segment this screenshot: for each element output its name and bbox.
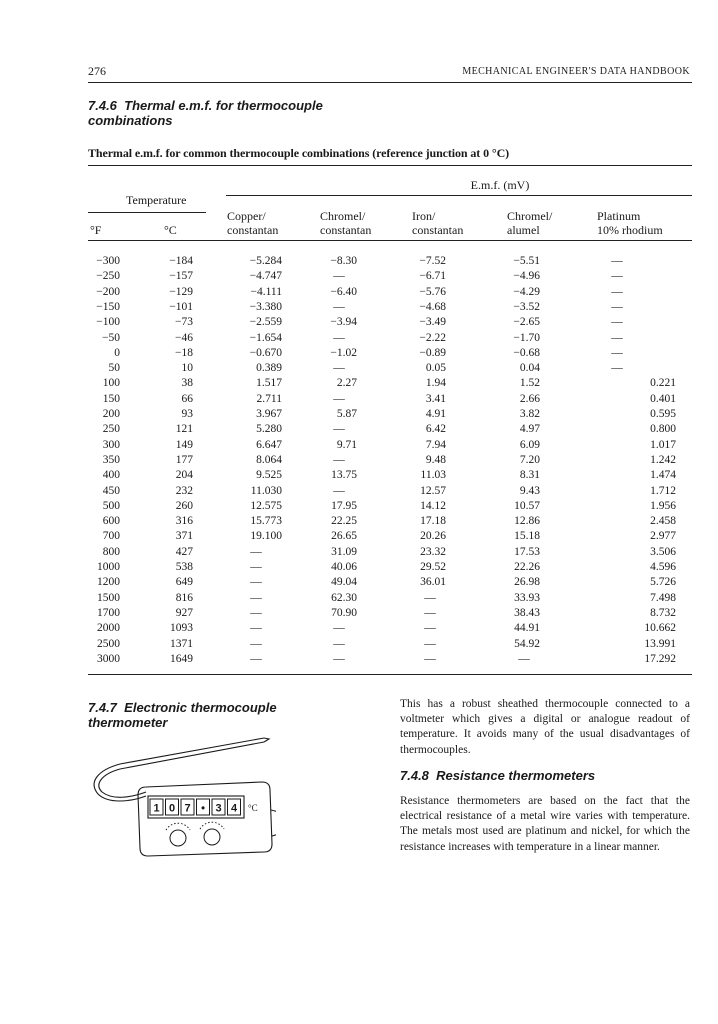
table-cell: 232 [175,484,193,497]
table-cell: −18 [175,346,193,359]
table-cell: 2.27 [336,377,357,390]
right-knob-icon [204,829,220,845]
table-cell: −1.70 [513,331,540,344]
table-cell: 1000 [97,561,120,573]
column-header-7-line2: 10% rhodium [597,223,663,237]
table-cell: 13.75 [331,469,357,482]
temperature-header: Temperature [126,193,187,207]
table-cell: 0.389 [256,362,282,375]
table-cell: −50 [102,331,120,344]
table-cell: — [250,637,262,650]
table-cell: — [333,652,345,665]
table-cell: — [333,484,345,497]
table-cell: −200 [96,285,120,298]
table-cell: −150 [96,300,120,313]
table-cell: 12.86 [514,515,540,528]
table-cell: 1371 [170,637,193,650]
table-cell: −46 [175,331,193,344]
table-cell: 7.20 [519,453,540,466]
table-cell: 4.97 [519,423,540,436]
table-cell: 927 [175,606,193,619]
table-cell: 17.53 [514,545,540,558]
column-header-2-line2: °C [164,223,177,237]
table-cell: 3.82 [519,408,540,420]
display-unit: °C [248,803,258,813]
table-cell: — [250,606,262,619]
table-cell: 13.991 [644,637,676,650]
table-cell: −0.89 [419,346,446,359]
column-header-4-line2: constantan [320,223,372,237]
table-cell: 23.32 [420,545,446,558]
table-cell: — [611,255,623,267]
section-748-paragraph: Resistance thermometers are based on the fact that the electrical resistance of a metal wire varies with temperature. The metals most used are platinum and nickel, for which the resistance increases with temperature in a linear manner. [400,795,690,853]
table-cell: 7.498 [650,591,676,604]
table-cell: 11.03 [420,469,446,482]
table-cell: — [611,300,623,313]
table-cell: 36.01 [420,576,446,589]
table-cell: −8.30 [330,255,357,267]
table-cell: −2.559 [249,316,282,329]
table-cell: 9.71 [336,438,357,451]
table-cell: −0.670 [249,346,282,359]
table-cell: 15.18 [514,530,540,543]
table-cell: −0.68 [513,346,540,359]
table-cell: −3.49 [419,316,446,329]
table-cell: −2.22 [419,331,446,344]
digital-display [150,799,241,815]
table-cell: 1.017 [650,438,676,451]
table-cell: −300 [96,255,120,267]
table-cell: 2000 [97,622,120,635]
table-cell: −4.29 [513,285,540,298]
display-digit: 3 [215,802,222,815]
table-cell: — [333,300,345,313]
table-cell: 31.09 [331,545,357,558]
control-knobs [166,822,224,846]
table-caption: Thermal e.m.f. for common thermocouple combinations (reference junction at 0 °C) [88,146,510,160]
column-header-6-line2: alumel [507,223,540,237]
column-header-5-line2: constantan [412,223,464,237]
probe-stem [120,738,264,764]
table-cell: −4.96 [513,270,540,283]
table-cell: −100 [96,316,120,329]
table-cell: — [250,576,262,589]
table-cell: 600 [102,515,120,528]
table-cell: — [250,545,262,558]
table-cell: −3.94 [330,316,357,329]
table-bottom-rule [88,674,692,675]
table-cell: 250 [102,423,120,436]
table-cell: — [424,591,436,604]
section-746-title-line2: combinations [88,113,173,128]
table-cell: 2.458 [650,515,676,528]
table-cell: — [611,362,623,375]
table-cell: −4.111 [250,285,282,298]
table-cell: 0.221 [650,377,676,390]
table-cell: 8.732 [650,606,676,619]
table-cell: −3.52 [513,300,540,313]
table-cell: 2500 [97,637,120,650]
column-header-3-line2: constantan [227,223,279,237]
table-cell: −1.02 [330,346,357,359]
table-cell: 19.100 [250,530,282,543]
column-header-5-line1: Iron/ [412,209,436,223]
table-cell: 450 [102,484,120,497]
table-cell: 9.525 [256,469,282,482]
table-cell: 371 [175,530,193,543]
table-cell: 0 [114,346,120,359]
section-748-title [400,768,595,783]
table-cell: −73 [175,316,193,329]
table-cell: 149 [175,438,193,451]
table-cell: 1.52 [519,377,540,390]
table-cell: — [424,652,436,665]
table-cell: — [333,392,345,405]
table-cell: 316 [175,515,193,528]
table-cell: 10.662 [644,622,676,635]
table-cell: 38.43 [514,606,540,619]
table-cell: — [424,637,436,650]
table-cell: 1200 [97,576,120,589]
table-cell: 8.31 [519,469,540,482]
table-cell: 38 [181,377,193,390]
table-cell: 20.26 [420,530,446,543]
table-cell: 6.09 [519,438,540,451]
table-cell: 177 [175,453,193,466]
table-cell: 300 [102,438,120,451]
table-cell: −4.68 [419,300,446,313]
table-cell: — [518,652,530,665]
table-cell: 200 [102,408,120,420]
table-cell: 1.712 [650,484,676,497]
table-cell: 33.93 [514,591,540,604]
table-cell: −5.284 [249,255,282,267]
table-cell: 6.42 [425,423,446,436]
column-header-7-line1: Platinum [597,209,641,223]
table-cell: — [333,331,345,344]
table-cell: 400 [102,469,120,482]
table-cell: 10.57 [514,499,540,512]
section-746-title [88,98,323,128]
table-cell: −5.51 [513,255,540,267]
table-cell: 0.05 [425,362,446,375]
display-digit: • [201,802,205,815]
table-cell: 44.91 [514,622,540,635]
table-cell: — [250,622,262,635]
table-cell: — [250,561,262,573]
table-cell: −6.71 [419,270,446,283]
table-cell: 350 [102,453,120,466]
table-cell: 700 [102,530,120,543]
table-cell: 1.474 [650,469,676,482]
left-knob-icon [170,830,186,846]
table-cell: 17.95 [331,499,357,512]
section-747-paragraph: This has a robust sheathed thermocouple connected to a voltmeter which gives a digital or analogue readout of temperature. It avoids many of the usual disadvantages of thermocouples. [400,698,690,756]
table-cell: 4.596 [650,561,676,573]
table-cell: 538 [175,561,193,573]
table-cell: 14.12 [420,499,446,512]
table-cell: 1093 [170,622,193,635]
thermometer-illustration [86,732,276,864]
table-cell: 3.967 [256,408,282,420]
column-header-4-line1: Chromel/ [320,209,366,223]
page-number: 276 [88,64,106,78]
section-747-title [88,700,277,730]
table-cell: −6.40 [330,285,357,298]
table-cell: 427 [175,545,193,558]
table-cell: 40.06 [331,561,357,573]
table-cell: 500 [102,499,120,512]
table-cell: 100 [102,377,120,390]
table-cell: 62.30 [331,591,357,604]
table-cell: 4.91 [425,408,446,420]
table-cell: 15.773 [250,515,282,528]
section-747-title-line2: thermometer [88,715,168,730]
table-cell: 22.25 [331,515,357,528]
column-header-6-line1: Chromel/ [507,209,553,223]
display-digit: 0 [168,802,176,815]
table-cell: 0.800 [650,423,676,436]
table-cell: 5.726 [650,576,676,589]
table-cell: 17.292 [644,652,676,665]
table-cell: −129 [169,285,193,298]
table-cell: 8.064 [256,453,282,466]
table-cell: −2.65 [513,316,540,329]
emf-header: E.m.f. (mV) [470,178,530,192]
display-digit: 1 [153,802,160,815]
table-cell: 3.41 [425,392,446,405]
table-cell: — [611,285,623,298]
table-cell: 11.030 [250,484,282,497]
table-cell: 12.57 [420,484,446,497]
table-cell: 1649 [170,652,193,665]
table-cell: 5.280 [256,423,282,436]
running-title: MECHANICAL ENGINEER'S DATA HANDBOOK [462,66,690,77]
table-cell: — [424,606,436,619]
table-cell: −157 [169,270,193,283]
table-cell: 49.04 [331,576,357,589]
table-cell: 0.401 [650,392,676,405]
table-cell: — [333,622,345,635]
table-cell: 1.517 [256,377,282,390]
table-cell: −250 [96,270,120,283]
table-cell: 800 [102,545,120,558]
table-cell: 12.575 [250,499,282,512]
table-cell: 2.66 [519,392,540,405]
table-cell: — [333,270,345,283]
table-cell: 816 [175,591,193,604]
table-cell: 0.04 [519,362,540,375]
table-cell: 3.506 [650,545,676,558]
emf-header-rule [226,195,692,196]
table-cell: 9.48 [425,453,446,466]
table-cell: 93 [181,408,193,420]
section-746-number: 7.4.6 [88,98,117,113]
table-cell: 7.94 [425,438,446,451]
section-748-number: 7.4.8 [400,768,429,783]
header-rule [88,82,692,83]
table-cell: — [424,622,436,635]
table-cell: 54.92 [514,637,540,650]
table-cell: 1700 [97,606,120,619]
column-header-1-line2: °F [90,223,102,237]
table-cell: 121 [175,423,193,436]
table-cell: 5.87 [336,408,357,420]
table-cell: 260 [175,499,193,512]
table-cell: — [250,591,262,604]
table-cell: 204 [175,469,193,482]
display-digit: 4 [230,802,238,815]
table-cell: −1.654 [249,331,282,344]
table-cell: −4.747 [249,270,282,283]
table-cell: 1.94 [425,377,446,390]
table-cell: 26.65 [331,530,357,543]
section-747-number: 7.4.7 [88,700,117,715]
table-cell: −101 [169,300,193,313]
column-header-3-line1: Copper/ [227,209,266,223]
table-cell: 22.26 [514,561,540,573]
table-cell: — [611,331,623,344]
table-cell: — [611,346,623,359]
table-cell: 0.595 [650,408,676,420]
table-cell: 10 [181,362,193,375]
table-cell: 26.98 [514,576,540,589]
table-cell: 1500 [97,591,120,604]
temperature-header-rule [88,212,206,213]
table-cell: 1.242 [650,453,676,466]
table-cell: — [611,270,623,283]
table-cell: −184 [169,255,193,267]
table-cell: 6.647 [256,438,282,451]
table-cell: — [333,453,345,466]
table-cell: 150 [102,392,120,405]
table-cell: 2.977 [650,530,676,543]
table-cell: — [333,637,345,650]
table-cell: 29.52 [420,561,446,573]
section-747-title-line1: Electronic thermocouple [124,700,277,715]
table-cell: 649 [175,576,193,589]
column-header-rule [88,240,692,241]
table-cell: — [250,652,262,665]
table-cell: −5.76 [419,285,446,298]
table-cell: 1.956 [650,499,676,512]
table-cell: −7.52 [419,255,446,267]
table-cell: 50 [108,362,120,375]
table-cell: 66 [181,392,193,405]
table-cell: — [333,423,345,436]
table-cell: — [611,316,623,329]
table-cell: 9.43 [519,484,540,497]
table-top-rule [88,165,692,166]
table-cell: −3.380 [249,300,282,313]
section-746-title-line1: Thermal e.m.f. for thermocouple [124,98,323,113]
section-748-title-text: Resistance thermometers [436,768,596,783]
table-cell: 2.711 [256,392,282,405]
table-cell: 3000 [97,652,120,665]
display-digit: 7 [184,802,191,815]
table-cell: 17.18 [420,515,446,528]
table-cell: 70.90 [331,606,357,619]
meter-case [138,782,272,856]
table-cell: — [333,362,345,375]
